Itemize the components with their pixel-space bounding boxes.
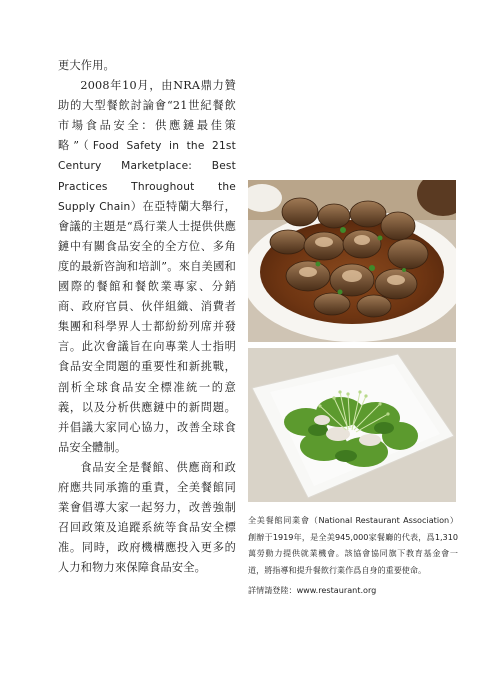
article-column — [58, 56, 236, 578]
article-paragraph-responsibility: 食品安全是餐館、供應商和政府應共同承擔的重責，全美餐館同業會倡導大家一起努力，改善強制召回政策及追蹤系統等食品安全標准。同時，政府機構應投入更多的人力和物力來保障食品安全。 — [58, 460, 236, 575]
article-paragraph-conference — [58, 76, 236, 458]
salad-dish-photo — [248, 348, 456, 502]
clams-dish-illustration — [248, 180, 456, 342]
article-paragraph-continued: 更大作用。 — [58, 59, 115, 72]
salad-dish-illustration — [248, 348, 456, 502]
conference-text-rest: ）在亞特蘭大舉行，會議的主題是“爲行業人士提供供應鏈中有關食品安全的全方位、多角度的最新咨詢和培訓”。來自美國和國際的餐館和餐飲業專家、分銷商、政府官員、伙伴組織、消費者集團和科學界人士都紛紛列席并發言。此次會議旨在向專業人士指明食品安全問題的重要性和新挑戰，剖析全球食品安全標准統一的意義，以及分析供應鏈中的新問題。并倡議大家同心協力，改善全球食品安全體制。 — [58, 199, 236, 454]
caption-website-line: 詳情請登陸：www.restaurant.org — [248, 585, 377, 595]
conference-text-start: 2008年10月，由NRA鼎力贊助的大型餐飲討論會“21世紀餐飲市場食品安全：供應鏈最佳策略”（ — [58, 79, 236, 153]
conference-english-title: Food Safety in the 21st Century Marketplace: Best Practices Throughout the Supply Chain — [58, 140, 236, 213]
caption-text: 全美餐館同業會（National Restaurant Association）創辦于1919年，是全美945,000家餐廳的代表，爲1,310萬勞動力提供就業機會。該協會協同旗下教育基金會一道，將指導和提升餐飲行業作爲自身的重要使命。 — [248, 515, 458, 575]
clams-dish-photo — [248, 180, 456, 342]
photo-caption — [248, 512, 458, 599]
